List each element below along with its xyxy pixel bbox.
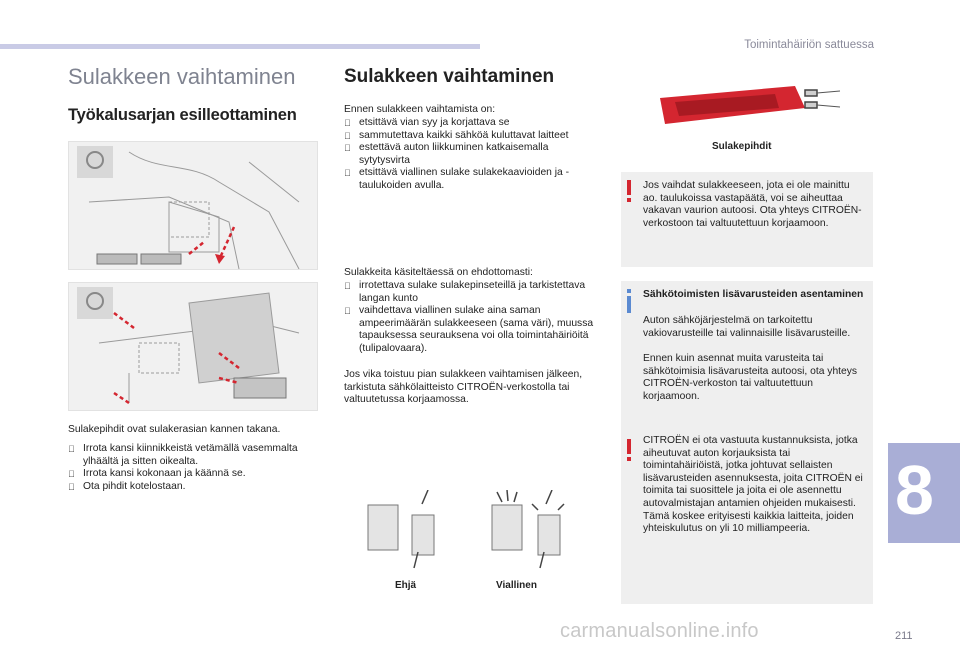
warning-text-2: CITROËN ei ota vastuuta kustannuksista, jotka aiheutuvat auton korjauksista tai toimintahäiriöistä, jotka johtuvat sellaisten lisävarusteiden asennuksesta, joita CITROËN ei toimita tai suosittele ja joita ei ole asennettu autovalmistajan antamien ohjeiden mukaisesti. Tämä koskee erityisesti kaikkia laitteita, joiden yhteiskulutus on yli 10 milliampeeria. [643,435,863,535]
closing-text: Jos vika toistuu pian sulakkeen vaihtamisen jälkeen, tarkistuta sähkölaitteisto CITROËN-verkostolla tai valtuutetussa korjaamossa. [344,369,583,406]
chapter-number: 8 [895,451,934,529]
warning-icon [627,180,631,202]
section-title: Sulakkeen vaihtaminen [68,64,296,89]
info-box [621,281,873,427]
toolkit-subtitle: Työkalusarjan esilleottaminen [68,106,297,124]
info-body-2: Ennen kuin asennat muita varusteita tai sähkötoimisia lisävarusteita autoosi, ota yhteys CITROËN-verkoston tai valtuutettuun korjaamoon. [643,353,858,402]
list-item: etsittävä viallinen sulake sulakekaavioiden ja -taulukoiden avulla. [359,167,570,191]
list-item: sammutettava kaikki sähköä kuluttavat laitteet [359,129,569,141]
section-header: Toimintahäiriön sattuessa [744,39,874,51]
watermark: carmanualsonline.info [560,620,759,642]
info-icon [625,289,633,313]
warning-icon [627,439,631,461]
list-item: estettävä auton liikkuminen katkaisemalla sytytysvirta [359,142,549,166]
handling-intro: Sulakkeita käsiteltäessä on ehdottomasti: [344,267,533,278]
header-bar [0,44,480,49]
before-list [344,117,594,193]
fuse-ok-label: Ehjä [395,580,417,591]
list-item: Ota pihdit kotelostaan. [83,480,186,492]
warning-box-1 [621,172,873,267]
list-item: irrotettava sulake sulakepinseteillä ja tarkistettava langan kunto [359,280,586,304]
list-item: etsittävä vian syy ja korjattava se [359,117,510,128]
fuse-illustrations [362,490,592,570]
before-intro: Ennen sulakkeen vaihtamista on: [344,104,496,115]
list-item: Irrota kansi kokonaan ja käännä se. [83,468,246,480]
tweezers-caption: Sulakepihdit [712,141,772,152]
info-title: Sähkötoimisten lisävarusteiden asentaminen [643,289,864,300]
warning-box-2 [621,427,873,604]
fuse-change-title: Sulakkeen vaihtaminen [344,66,555,87]
handling-list [344,280,599,356]
toolkit-steps [68,443,318,493]
list-item: Irrota kansi kiinnikkeistä vetämällä vasemmalta ylhäältä ja sitten oikealta. [83,443,298,467]
list-item: vaihdettava viallinen sulake aina saman ampeerimäärän sulakkeeseen (sama väri), muussa tapauksessa seurauksena voi olla toimintahäiriöitä (tulipalovaara). [359,305,594,354]
warning-text-1: Jos vaihdat sulakkeeseen, jota ei ole mainittu ao. taulukoissa vastapäätä, voi se aiheuttaa vakavan vaurion autoosi. Ota yhteys CITROËN-verkostoon tai valtuutettuun korjaamoon. [643,180,862,229]
dashboard-illustration-2 [68,282,318,411]
fuse-bad-label: Viallinen [496,580,537,591]
fuse-tweezers-image [655,78,845,134]
toolkit-intro: Sulakepihdit ovat sulakerasian kannen takana. [68,424,281,435]
dashboard-illustration-1 [68,141,318,270]
page-number: 211 [895,630,913,642]
info-body-1: Auton sähköjärjestelmä on tarkoitettu vakiovarusteille tai valinnaisille lisävarusteille. [643,315,851,339]
